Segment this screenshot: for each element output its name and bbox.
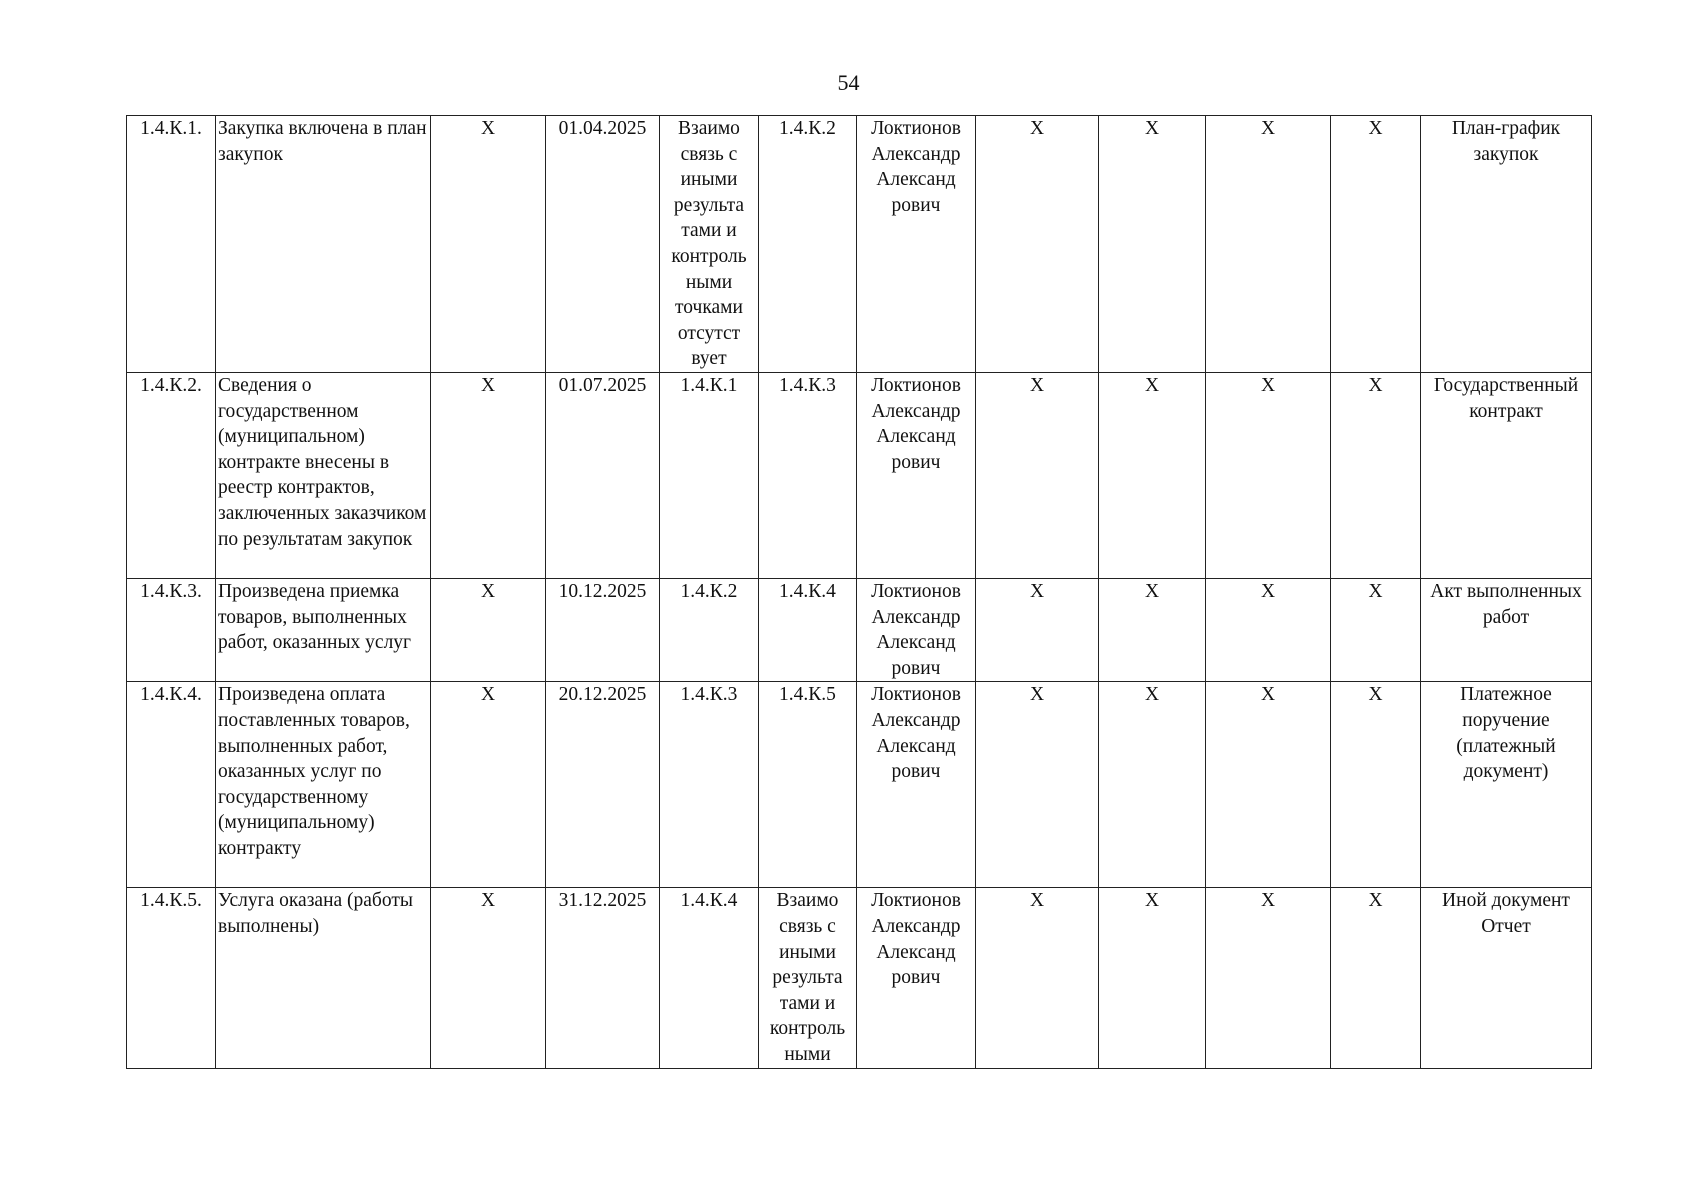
cell-code: 1.4.К.2. <box>127 373 216 579</box>
cell-x: Х <box>1331 579 1421 682</box>
table-row <box>127 373 1592 579</box>
cell-next-link: 1.4.К.4 <box>759 579 857 682</box>
cell-x: Х <box>1206 116 1331 373</box>
cell-description: Произведена оплата поставленных товаров, выполненных работ, оказанных услуг по государственному (муниципальному) контракту <box>216 682 431 888</box>
cell-x: Х <box>976 116 1099 373</box>
cell-document: Иной документ Отчет <box>1421 888 1592 1068</box>
cell-next-link: 1.4.К.2 <box>759 116 857 373</box>
cell-x: Х <box>1099 373 1206 579</box>
cell-x: Х <box>431 579 546 682</box>
cell-x: Х <box>1206 579 1331 682</box>
cell-description: Произведена приемка товаров, выполненных работ, оказанных услуг <box>216 579 431 682</box>
cell-responsible: Локтионов Александр Александ рович <box>857 579 976 682</box>
cell-prev-link: 1.4.К.1 <box>660 373 759 579</box>
cell-responsible: Локтионов Александр Александ рович <box>857 373 976 579</box>
cell-x: Х <box>431 373 546 579</box>
cell-next-link: 1.4.К.3 <box>759 373 857 579</box>
cell-document: Платежное поручение (платежный документ) <box>1421 682 1592 888</box>
control-points-table <box>126 115 1592 1069</box>
cell-date: 10.12.2025 <box>546 579 660 682</box>
cell-prev-link: 1.4.К.2 <box>660 579 759 682</box>
cell-date: 20.12.2025 <box>546 682 660 888</box>
page-number: 54 <box>837 70 860 95</box>
cell-x: Х <box>976 682 1099 888</box>
cell-x: Х <box>1206 682 1331 888</box>
cell-date: 31.12.2025 <box>546 888 660 1068</box>
cell-x: Х <box>1099 682 1206 888</box>
cell-responsible: Локтионов Александр Александ рович <box>857 682 976 888</box>
table-row <box>127 888 1592 1068</box>
table-row <box>127 682 1592 888</box>
cell-x: Х <box>1099 888 1206 1068</box>
cell-next-link: Взаимо связь с иными результа тами и контроль ными <box>759 888 857 1068</box>
cell-x: Х <box>1331 116 1421 373</box>
cell-x: Х <box>1206 888 1331 1068</box>
cell-prev-link: 1.4.К.4 <box>660 888 759 1068</box>
cell-x: Х <box>1331 373 1421 579</box>
cell-document: План-график закупок <box>1421 116 1592 373</box>
cell-next-link: 1.4.К.5 <box>759 682 857 888</box>
table-row <box>127 116 1592 373</box>
cell-prev-link: 1.4.К.3 <box>660 682 759 888</box>
cell-code: 1.4.К.3. <box>127 579 216 682</box>
cell-date: 01.07.2025 <box>546 373 660 579</box>
cell-x: Х <box>1206 373 1331 579</box>
cell-x: Х <box>1331 682 1421 888</box>
cell-prev-link: Взаимо связь с иными результа тами и контроль ными точками отсутст вует <box>660 116 759 373</box>
cell-description: Услуга оказана (работы выполнены) <box>216 888 431 1068</box>
cell-code: 1.4.К.4. <box>127 682 216 888</box>
cell-description: Закупка включена в план закупок <box>216 116 431 373</box>
cell-code: 1.4.К.5. <box>127 888 216 1068</box>
cell-code: 1.4.К.1. <box>127 116 216 373</box>
cell-x: Х <box>976 579 1099 682</box>
cell-x: Х <box>1099 579 1206 682</box>
table-row <box>127 579 1592 682</box>
cell-document: Акт выполненных работ <box>1421 579 1592 682</box>
cell-responsible: Локтионов Александр Александ рович <box>857 888 976 1068</box>
cell-x: Х <box>431 682 546 888</box>
cell-document: Государственный контракт <box>1421 373 1592 579</box>
cell-description: Сведения о государственном (муниципальном) контракте внесены в реестр контрактов, заключенных заказчиком по результатам закупок <box>216 373 431 579</box>
cell-responsible: Локтионов Александр Александ рович <box>857 116 976 373</box>
cell-x: Х <box>431 116 546 373</box>
cell-x: Х <box>976 373 1099 579</box>
cell-date: 01.04.2025 <box>546 116 660 373</box>
cell-x: Х <box>431 888 546 1068</box>
cell-x: Х <box>976 888 1099 1068</box>
cell-x: Х <box>1099 116 1206 373</box>
cell-x: Х <box>1331 888 1421 1068</box>
